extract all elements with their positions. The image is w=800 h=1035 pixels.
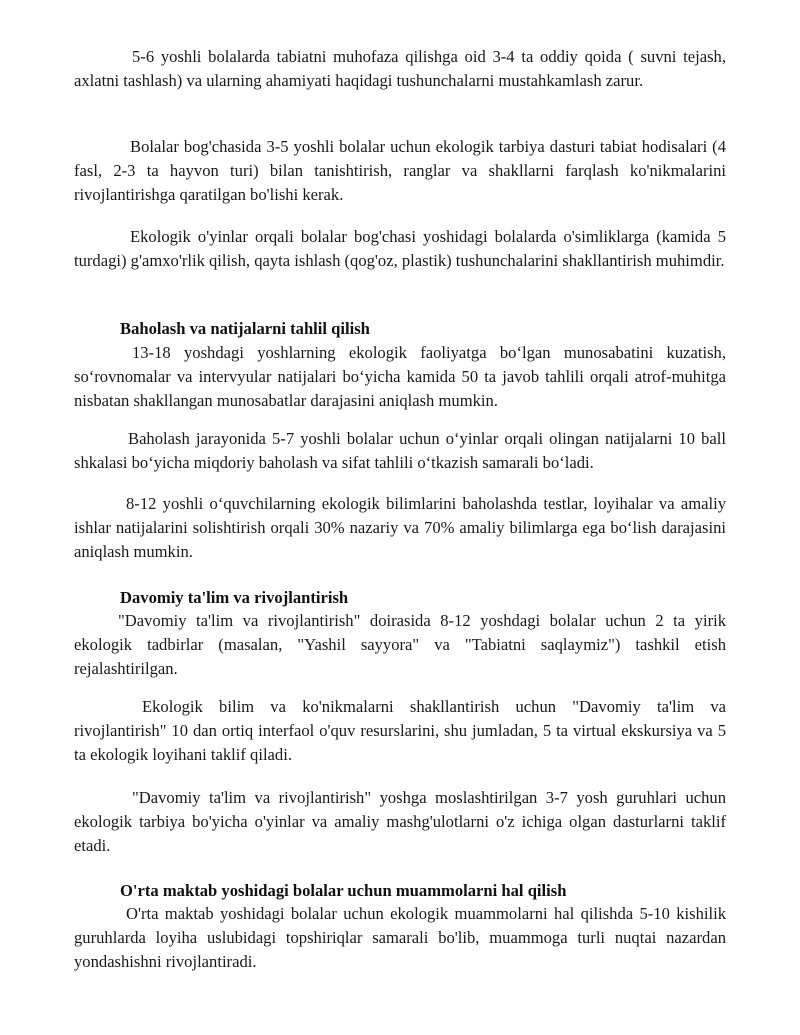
paragraph (74, 492, 726, 564)
paragraph (74, 135, 726, 207)
paragraph (74, 341, 726, 413)
paragraph-text: Ekologik o'yinlar orqali bolalar bog'chasi yoshidagi bolalarda o'simliklarga (kamida 5 turdagi) g'amxo'rlik qilish, qayta ishlash (qog'oz, plastik) tushunchalarini shakllantirish muhimdir. (74, 227, 726, 270)
paragraph (74, 427, 726, 475)
paragraph-text: Ekologik bilim va ko'nikmalarni shakllantirish uchun "Davomiy ta'lim va rivojlantirish" 10 dan ortiq interfaol o'quv resurslarini, shu jumladan, 5 ta virtual ekskursiya va 5 ta ekologik loyihani taklif qiladi. (74, 697, 726, 764)
paragraph-text: "Davomiy ta'lim va rivojlantirish" doirasida 8-12 yoshdagi bolalar uchun 2 ta yirik ekologik tadbirlar (masalan, "Yashil sayyora" va "Tabiatni saqlaymiz") tashkil etish rejalashtirilgan. (74, 611, 726, 678)
section-heading: O'rta maktab yoshidagi bolalar uchun muammolarni hal qilish (120, 881, 567, 900)
paragraph-text: "Davomiy ta'lim va rivojlantirish" yoshga moslashtirilgan 3-7 yosh guruhlari uchun ekologik tarbiya bo'yicha o'yinlar va amaliy mashg'ulotlarni o'z ichiga olgan dasturlarni taklif etadi. (74, 788, 726, 855)
paragraph-text: Baholash jarayonida 5-7 yoshli bolalar uchun o‘yinlar orqali olingan natijalarni 10 ball shkalasi bo‘yicha miqdoriy baholash va sifat tahlili o‘tkazish samarali bo‘ladi. (74, 429, 726, 472)
paragraph (74, 902, 726, 974)
paragraph-text: 8-12 yoshli o‘quvchilarning ekologik bilimlarini baholashda testlar, loyihalar va amaliy ishlar natijalarini solishtirish orqali 30% nazariy va 70% amaliy bilimlarga ega bo‘lish darajasini aniqlash mumkin. (74, 494, 726, 561)
paragraph-text: Bolalar bog'chasida 3-5 yoshli bolalar uchun ekologik tarbiya dasturi tabiat hodisalari (4 fasl, 2-3 ta hayvon turi) bilan tanishtirish, ranglar va shakllarni farqlash ko'nikmalarini rivojlantirishga qaratilgan bo'lishi kerak. (74, 137, 726, 204)
paragraph (74, 609, 726, 681)
section-heading: Davomiy ta'lim va rivojlantirish (120, 588, 349, 607)
paragraph (74, 695, 726, 767)
paragraph-text: 5-6 yoshli bolalarda tabiatni muhofaza qilishga oid 3-4 ta oddiy qoida ( suvni tejash, axlatni tashlash) va ularning ahamiyati haqidagi tushunchalarni mustahkamlash zarur. (74, 47, 726, 90)
paragraph (74, 45, 726, 93)
paragraph-text: 13-18 yoshdagi yoshlarning ekologik faoliyatga bo‘lgan munosabatini kuzatish, so‘rovnomalar va intervyular natijalari bo‘yicha kamida 50 ta javob tahlili orqali atrof-muhitga nisbatan shakllangan munosabatlar darajasini aniqlash mumkin. (74, 343, 726, 410)
section-heading: Baholash va natijalarni tahlil qilish (120, 319, 370, 338)
paragraph (74, 786, 726, 858)
paragraph (74, 225, 726, 273)
paragraph-text: O'rta maktab yoshidagi bolalar uchun ekologik muammolarni hal qilishda 5-10 kishilik guruhlarda loyiha uslubidagi topshiriqlar samarali bo'lib, muammoga turli nuqtai nazardan yondashishni rivojlantiradi. (74, 904, 726, 971)
